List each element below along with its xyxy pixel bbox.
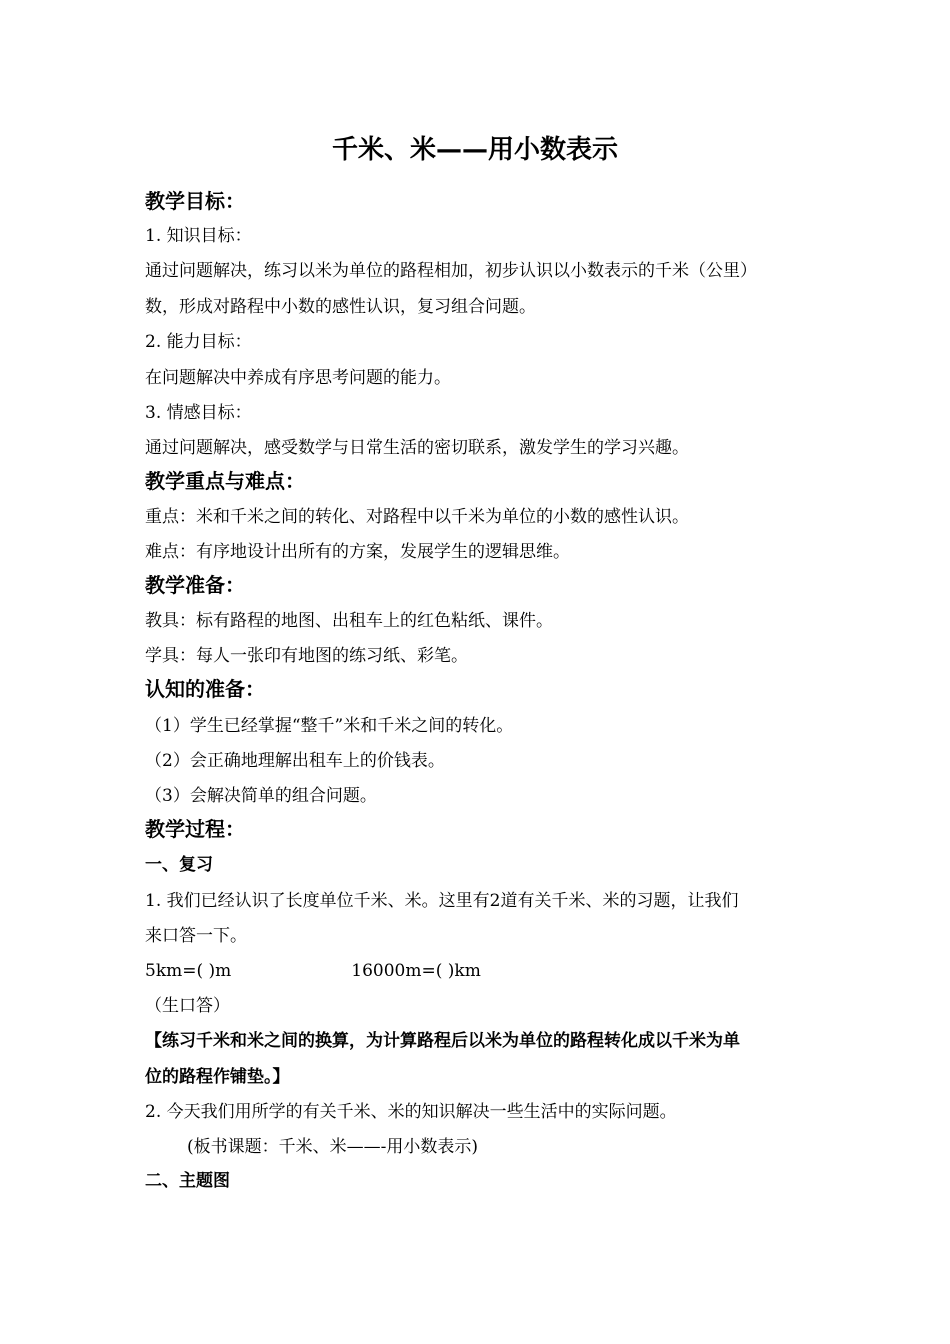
ability-objective-label: 2. 能力目标： xyxy=(145,332,252,352)
review-step-2-text: 2. 今天我们用所学的有关千米、米的知识解决一些生活中的实际问题。 xyxy=(145,1102,677,1122)
teacher-tools-text: 教具：标有路程的地图、出租车上的红色粘纸、课件。 xyxy=(145,611,553,631)
cognitive-item-3: （3）会解决简单的组合问题。 xyxy=(145,786,377,806)
preparation-heading: 教学准备： xyxy=(145,573,245,597)
oral-answer-note: （生口答） xyxy=(145,996,230,1016)
exercise-m-to-km: 16000m=( )km xyxy=(351,961,481,981)
cognitive-item-1: （1）学生已经掌握“整千”米和千米之间的转化。 xyxy=(145,716,514,736)
cognitive-heading: 认知的准备： xyxy=(145,677,265,701)
knowledge-objective-text-1: 通过问题解决，练习以米为单位的路程相加，初步认识以小数表示的千米（公里） xyxy=(145,261,757,281)
student-tools-text: 学具：每人一张印有地图的练习纸、彩笔。 xyxy=(145,646,468,666)
emotion-objective-label: 3. 情感目标： xyxy=(145,403,252,423)
key-points-heading: 教学重点与难点： xyxy=(145,469,305,493)
board-title-note: (板书课题：千米、米——-用小数表示) xyxy=(187,1137,479,1157)
knowledge-objective-text-2: 数，形成对路程中小数的感性认识，复习组合问题。 xyxy=(145,297,536,317)
ability-objective-text: 在问题解决中养成有序思考问题的能力。 xyxy=(145,368,451,388)
page-title: 千米、米——用小数表示 xyxy=(331,135,618,165)
objectives-heading: 教学目标： xyxy=(145,189,245,213)
theme-picture-heading: 二、主题图 xyxy=(145,1171,230,1191)
teaching-note-1: 【练习千米和米之间的换算，为计算路程后以米为单位的路程转化成以千米为单 xyxy=(145,1031,740,1051)
knowledge-objective-label: 1. 知识目标： xyxy=(145,226,252,246)
review-step-1-text-2: 来口答一下。 xyxy=(145,926,247,946)
exercise-km-to-m: 5km=( )m xyxy=(145,961,232,981)
emotion-objective-text: 通过问题解决，感受数学与日常生活的密切联系，激发学生的学习兴趣。 xyxy=(145,438,689,458)
difficulty-text: 难点：有序地设计出所有的方案，发展学生的逻辑思维。 xyxy=(145,542,570,562)
exercise-row xyxy=(145,958,481,984)
process-heading: 教学过程： xyxy=(145,817,245,841)
teaching-note-2: 位的路程作铺垫。】 xyxy=(145,1067,290,1087)
key-point-text: 重点：米和千米之间的转化、对路程中以千米为单位的小数的感性认识。 xyxy=(145,507,689,527)
review-step-1-text-1: 1. 我们已经认识了长度单位千米、米。这里有2道有关千米、米的习题，让我们 xyxy=(145,891,739,911)
cognitive-item-2: （2）会正确地理解出租车上的价钱表。 xyxy=(145,751,445,771)
review-heading: 一、复习 xyxy=(145,855,213,875)
